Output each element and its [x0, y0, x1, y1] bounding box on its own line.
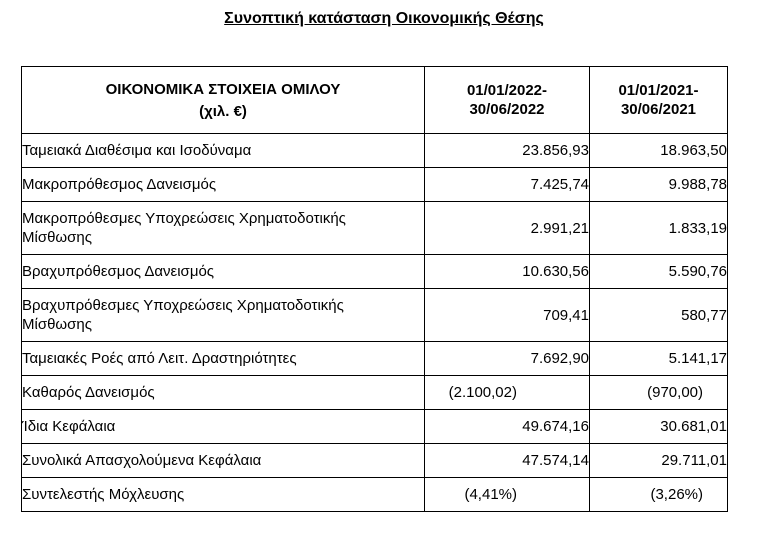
table-header-row — [22, 67, 728, 134]
row-label: Ίδια Κεφάλαια — [22, 410, 425, 444]
header-period-2022-start: 01/01/2022- — [466, 82, 548, 99]
page-title: Συνοπτική κατάσταση Οικονομικής Θέσης — [224, 10, 544, 27]
row-label-line1: Μακροπρόθεσμες Υποχρεώσεις Χρηματοδοτικής — [22, 210, 346, 227]
row-label: Συνολικά Απασχολούμενα Κεφάλαια — [22, 444, 425, 478]
value-2022: 47.574,14 — [425, 444, 590, 478]
table-row — [22, 444, 728, 478]
row-label — [22, 289, 425, 342]
header-period-2021-end: 30/06/2021 — [620, 101, 697, 118]
table-row — [22, 255, 728, 289]
table-row — [22, 410, 728, 444]
value-2022: 7.692,90 — [425, 342, 590, 376]
value-2022: 7.425,74 — [425, 168, 590, 202]
value-2021: 5.590,76 — [590, 255, 728, 289]
value-2022: 2.991,21 — [425, 202, 590, 255]
value-2021: 5.141,17 — [590, 342, 728, 376]
header-period-2021 — [590, 67, 728, 134]
value-2021: (970,00) — [590, 376, 728, 410]
row-label: Βραχυπρόθεσμος Δανεισμός — [22, 255, 425, 289]
header-period-2021-start: 01/01/2021- — [618, 82, 699, 99]
row-label: Καθαρός Δανεισμός — [22, 376, 425, 410]
header-period-2022-end: 30/06/2022 — [469, 101, 545, 118]
value-2021: 18.963,50 — [590, 134, 728, 168]
value-2021: 9.988,78 — [590, 168, 728, 202]
row-label-line1: Βραχυπρόθεσμες Υποχρεώσεις Χρηματοδοτικής — [22, 297, 344, 314]
header-label-cell — [22, 67, 425, 134]
financial-summary-table — [21, 66, 728, 512]
value-2021: 580,77 — [590, 289, 728, 342]
table-row — [22, 134, 728, 168]
value-2022: 23.856,93 — [425, 134, 590, 168]
table-row — [22, 376, 728, 410]
value-2021: 30.681,01 — [590, 410, 728, 444]
value-2021: (3,26%) — [590, 478, 728, 512]
row-label: Μακροπρόθεσμος Δανεισμός — [22, 168, 425, 202]
header-label-title: ΟΙΚΟΝΟΜΙΚΑ ΣΤΟΙΧΕΙΑ ΟΜΙΛΟΥ — [105, 80, 341, 98]
row-label — [22, 202, 425, 255]
row-label-line2: Μίσθωσης — [22, 316, 92, 333]
value-2022: 709,41 — [425, 289, 590, 342]
row-label-line2: Μίσθωσης — [22, 229, 92, 246]
table-row — [22, 289, 728, 342]
row-label: Συντελεστής Μόχλευσης — [22, 478, 425, 512]
row-label: Ταμειακές Ροές από Λειτ. Δραστηριότητες — [22, 342, 425, 376]
header-label-unit: (χιλ. €) — [199, 102, 247, 120]
value-2021: 29.711,01 — [590, 444, 728, 478]
table-row — [22, 478, 728, 512]
value-2022: 49.674,16 — [425, 410, 590, 444]
table-row — [22, 168, 728, 202]
row-label: Ταμειακά Διαθέσιμα και Ισοδύναμα — [22, 134, 425, 168]
table-row — [22, 342, 728, 376]
header-period-2022 — [425, 67, 590, 134]
value-2022: 10.630,56 — [425, 255, 590, 289]
value-2022: (2.100,02) — [425, 376, 590, 410]
value-2022: (4,41%) — [425, 478, 590, 512]
table-row — [22, 202, 728, 255]
value-2021: 1.833,19 — [590, 202, 728, 255]
